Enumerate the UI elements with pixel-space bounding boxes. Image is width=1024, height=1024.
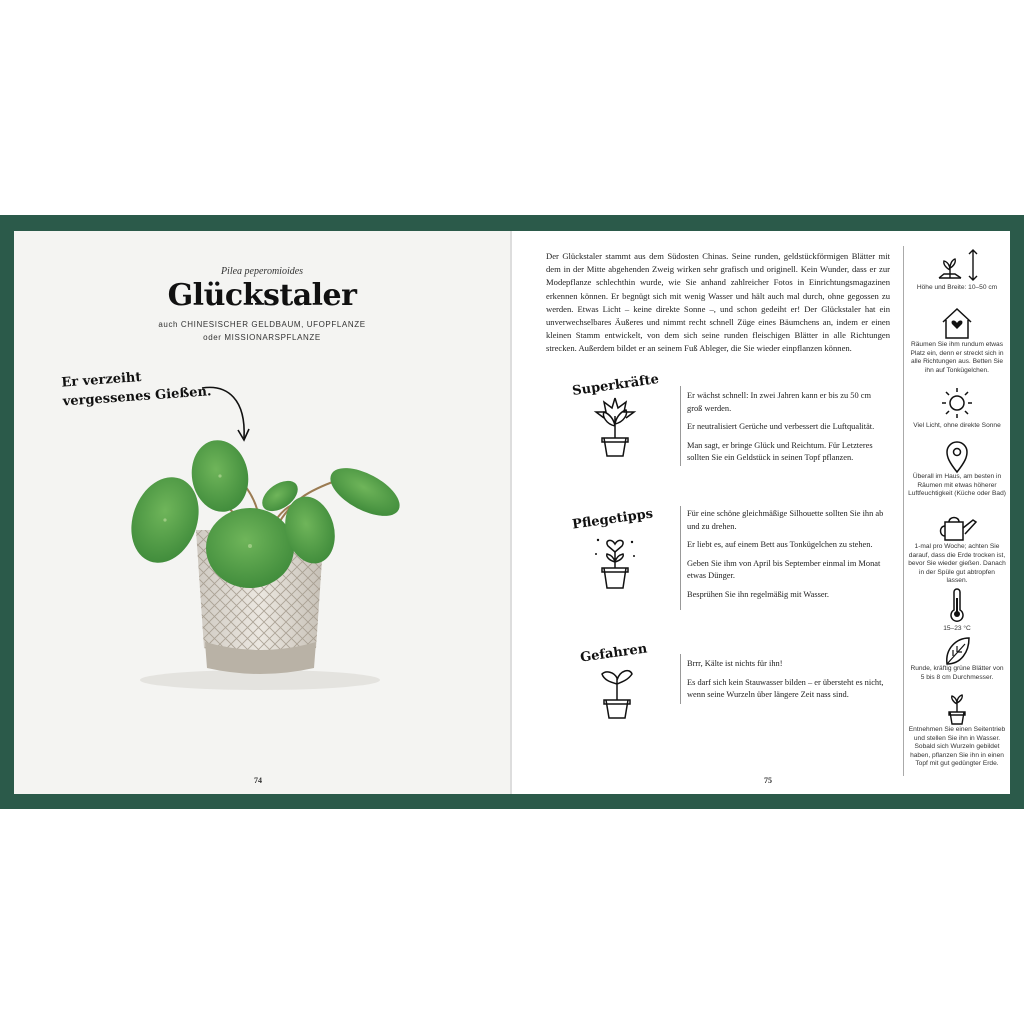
seedling-pot-icon: [935, 692, 979, 726]
house-heart-icon: [935, 306, 979, 340]
intro-paragraph: Der Glückstaler stammt aus dem Südosten Chinas. Seine runden, geldstückförmigen Blätter mit dem in der Mitte abgehenden Zweig wirken sehr grafisch und originell. Kein Wunder, dass er zur Modepflanze schlechthin wurde, wie Sie anhand zahlreicher Fotos in Einrichtungsmagazinen erkennen können. Er begnügt sich mit wenig Wasser und hält auch mal durch, ohne gegossen zu werden. Etwas Licht – keine direkte Sonne –, und schon gedeiht er! Der Glückstaler hat ein unverwechselbares Äußeres und nimmt recht schnell Züge eines Bäumchens an, indem er einen kleinen Stamm entwickelt, von dem sich seine runden fleischigen Blätter in alle Richtungen strecken. Außerdem bildet er an seinem Fuß Ableger, die Sie wieder einpflanzen können.: [546, 251, 890, 354]
section-divider: [680, 386, 681, 466]
leaf-icon: [935, 634, 979, 668]
paragraph: Man sagt, er bringe Glück und Reichtum. Für Letzteres sollten Sie ein Geldstück in seinen Topf pflanzen.: [687, 440, 873, 463]
book-gutter: [510, 231, 512, 794]
page-number-right: 75: [764, 776, 772, 785]
sidebar-text-temperature: 15–23 °C: [943, 625, 971, 632]
section-title-gefahren: Gefahren: [579, 641, 649, 666]
sidebar-text-space: Räumen Sie ihm rundum etwas Platz ein, denn er streckt sich in alle Richtungen aus. Betten Sie ihn auf Tonkügelchen.: [910, 341, 1004, 374]
paragraph: Er liebt es, auf einem Bett aus Tonkügelchen zu stehen.: [687, 540, 873, 550]
paragraph: Brrr, Kälte ist nichts für ihn!: [687, 659, 783, 668]
section-divider: [680, 654, 681, 704]
sun-icon: [935, 386, 979, 420]
paragraph: Es darf sich kein Stauwasser bilden – er übersteht es nicht, wenn seine Wurzeln über längere Zeit nass sind.: [687, 677, 884, 700]
paragraph: Für eine schöne gleichmäßige Silhouette sollten Sie ihn ab und zu drehen.: [687, 509, 884, 531]
paragraph: Geben Sie ihm von April bis September einmal im Monat etwas Dünger.: [687, 558, 881, 581]
paragraph: Besprühen Sie ihn regelmäßig mit Wasser.: [687, 589, 829, 599]
sidebar-text-leaves: Runde, kräftig grüne Blätter von 5 bis 8 cm Durchmesser.: [910, 665, 1004, 681]
plant-title: Glückstaler: [167, 278, 357, 313]
section-text-superkraefte: [687, 390, 887, 471]
plant-heart-icon: [592, 530, 638, 590]
page-number-left: 74: [254, 776, 262, 785]
section-text-pflegetipps: [687, 508, 887, 608]
sidebar-text-size: Höhe und Breite: 10–50 cm: [916, 284, 998, 291]
height-icon: [935, 248, 979, 282]
sidebar-text-watering: 1-mal pro Woche; achten Sie darauf, dass die Erde trocken ist, bevor Sie wieder gießen. Danach in der Spüle gut abtropfen lassen.: [908, 543, 1006, 585]
sidebar-text-light: Viel Licht, ohne direkte Sonne: [913, 422, 1001, 429]
wilted-plant-icon: [596, 662, 638, 720]
plant-photo: [110, 380, 410, 700]
section-title-superkraefte: Superkräfte: [571, 372, 660, 399]
plant-aliases: [14, 318, 510, 344]
sidebar-divider: [903, 246, 904, 776]
thermometer-icon: [935, 588, 979, 622]
sidebar-text-location: Überall im Haus, am besten in Räumen mit etwas höherer Luftfeuchtigkeit (Küche oder Bad): [908, 473, 1006, 498]
latin-name: Pilea peperomioides: [220, 266, 304, 277]
sidebar-text-propagation: Entnehmen Sie einen Seitentrieb und stellen Sie ihn in Wasser. Sobald sich Wurzeln gebildet haben, pflanzen Sie ihn in einen Topf mit gut gedüngter Erde.: [908, 726, 1006, 768]
aliases-line-2: oder MISSIONARSPFLANZE: [203, 333, 321, 342]
aliases-line-1: auch CHINESISCHER GELDBAUM, UFOPFLANZE: [158, 320, 366, 329]
section-divider: [680, 506, 681, 610]
paragraph: Er neutralisiert Gerüche und verbessert die Luftqualität.: [687, 422, 875, 432]
section-title-pflegetipps: Pflegetipps: [571, 506, 654, 533]
handwritten-note: Er verzeiht vergessenes Gießen.: [61, 370, 212, 410]
plant-sparkle-icon: [592, 396, 638, 458]
watering-can-icon: [935, 510, 979, 544]
paragraph: Er wächst schnell: In zwei Jahren kann er bis zu 50 cm groß werden.: [687, 391, 871, 413]
location-pin-icon: [935, 440, 979, 474]
section-text-gefahren: [687, 658, 887, 708]
